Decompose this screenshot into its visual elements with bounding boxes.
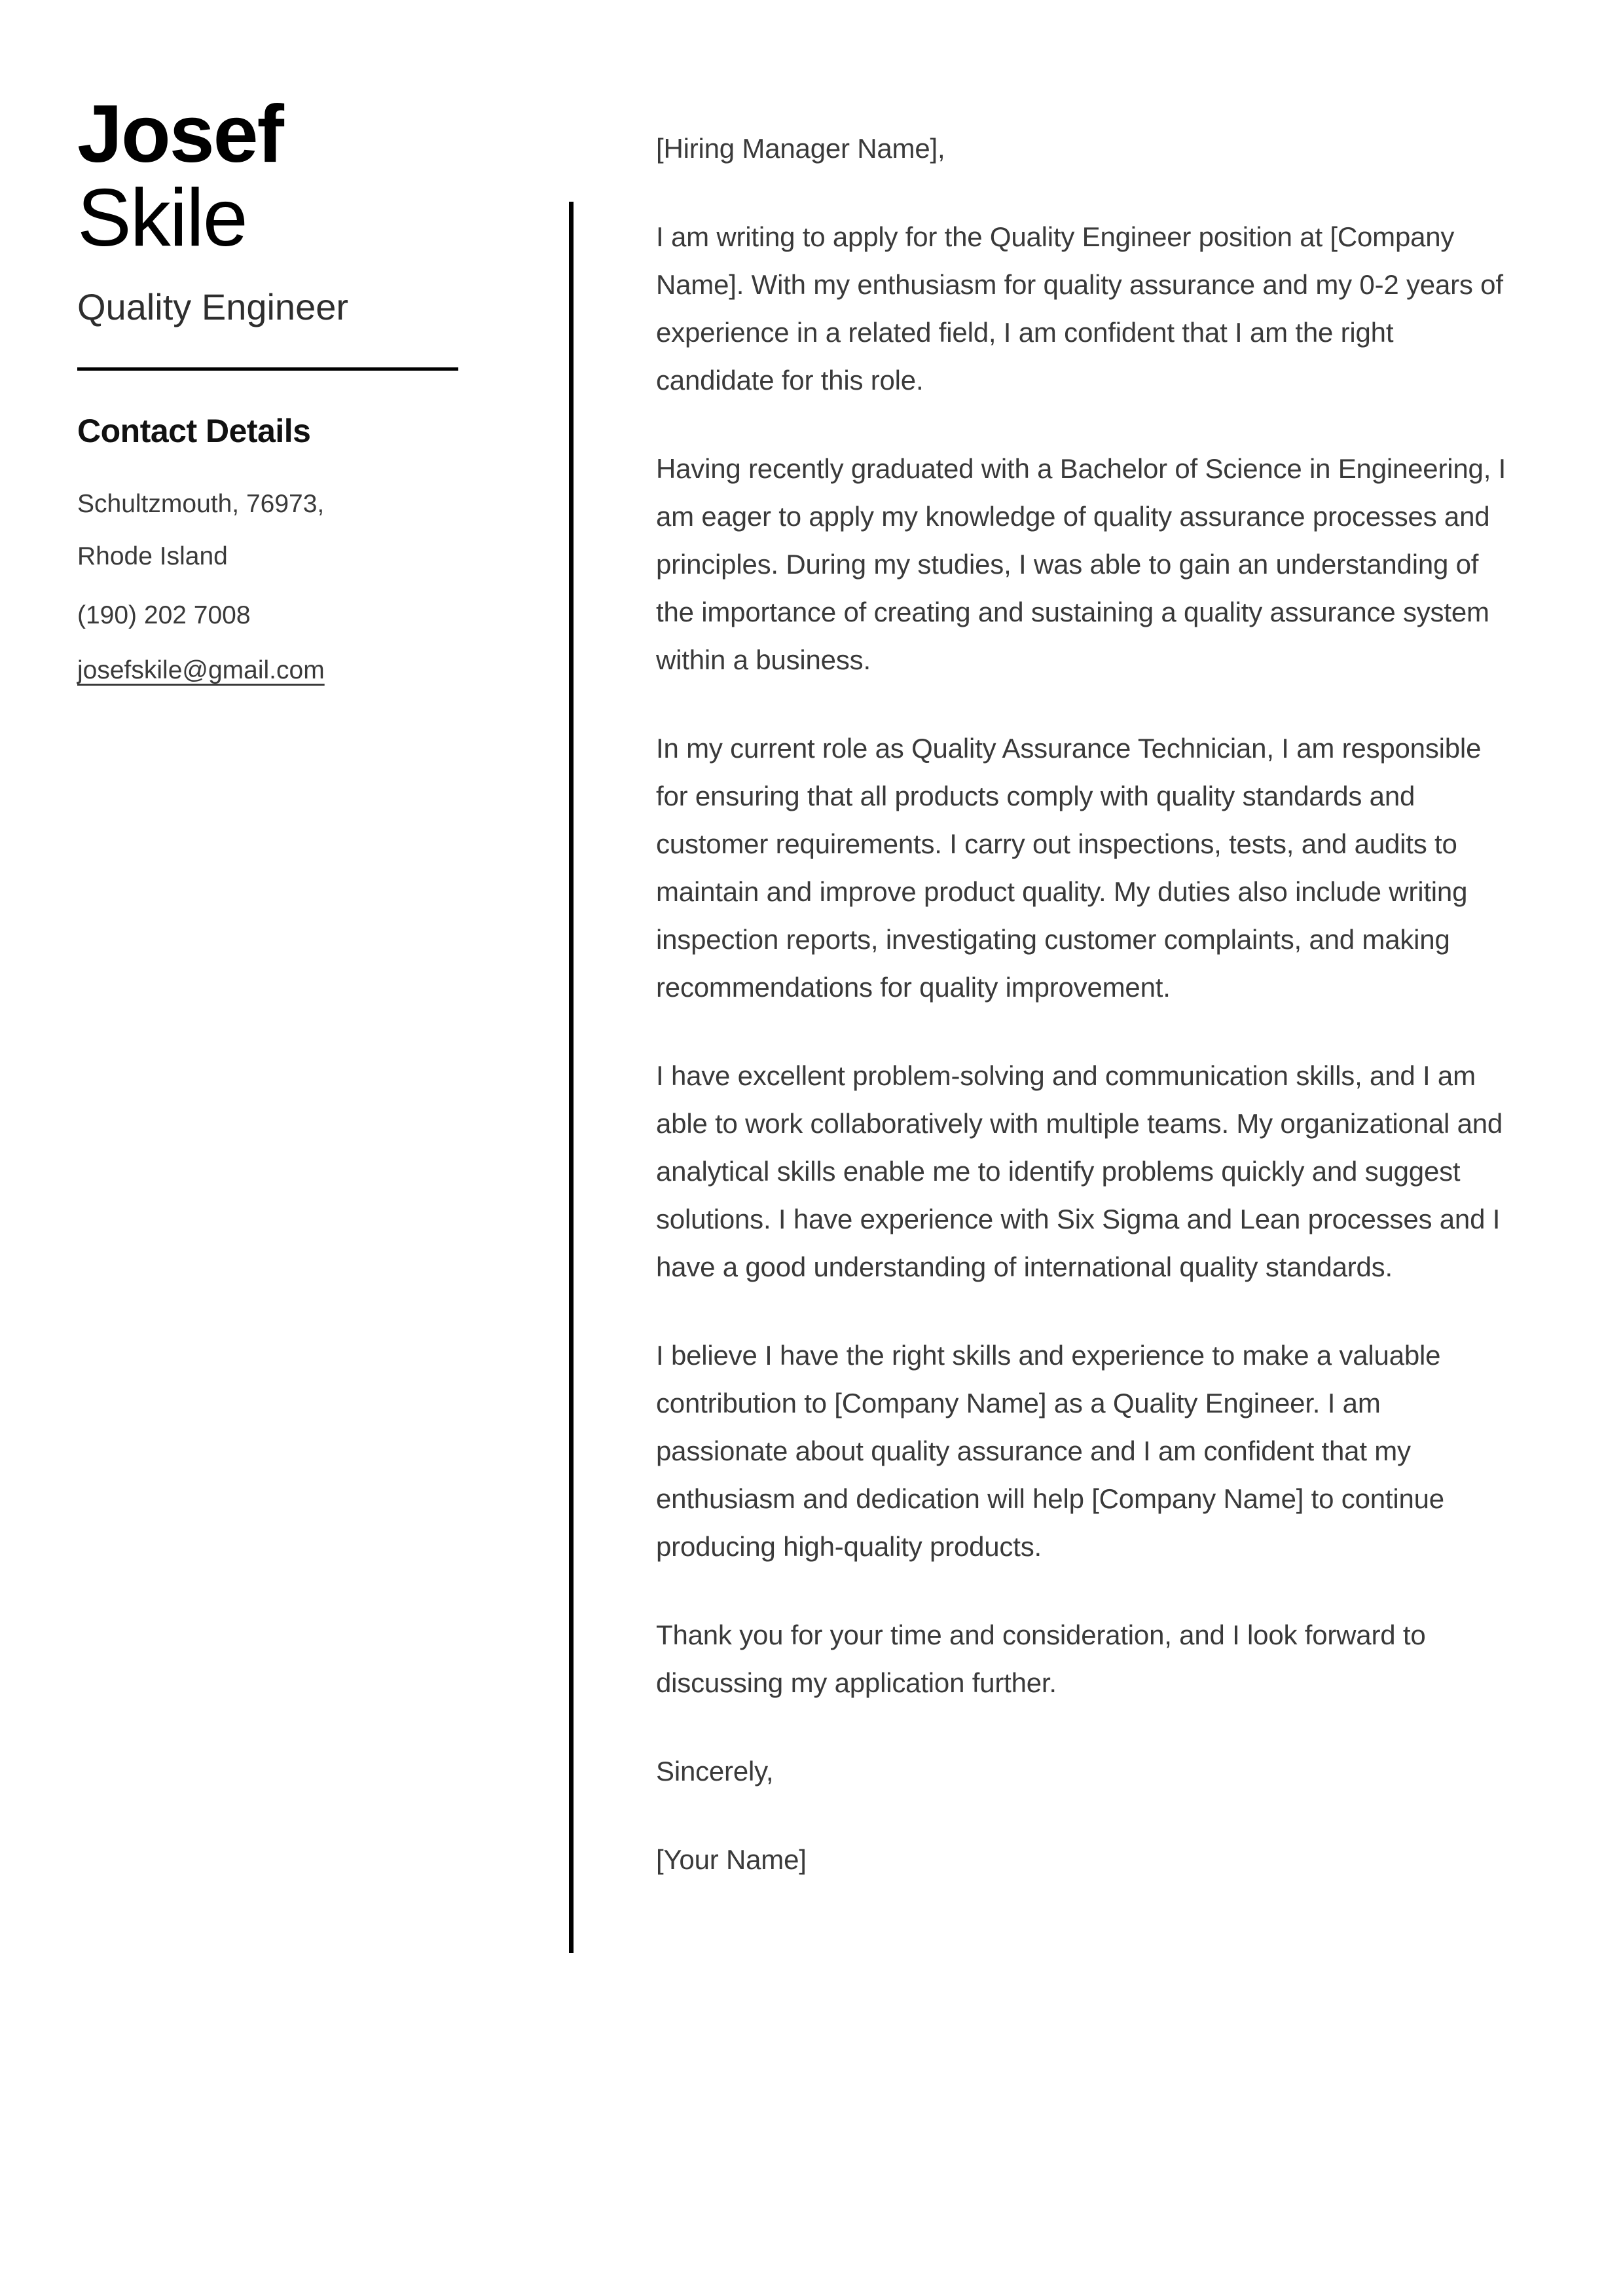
horizontal-divider	[77, 367, 458, 371]
candidate-last-name: Skile	[77, 172, 247, 263]
vertical-divider	[569, 202, 574, 1953]
letter-paragraph: I am writing to apply for the Quality Engineer position at [Company Name]. With my enthusiasm for quality assurance and my 0-2 years of experience in a related field, I am confident that I am the right candidate for this role.	[656, 221, 1503, 396]
letter-paragraph: Thank you for your time and consideration, and I look forward to discussing my application further.	[656, 1620, 1426, 1698]
email-link[interactable]: josefskile@gmail.com	[77, 656, 325, 684]
address-block	[77, 478, 522, 583]
letter-paragraph: Having recently graduated with a Bachelor of Science in Engineering, I am eager to apply my knowledge of quality assurance processes and principles. During my studies, I was able to gain an understanding of the importance of creating and sustaining a quality assurance system within a business.	[656, 453, 1506, 675]
sidebar	[77, 89, 522, 686]
job-title: Quality Engineer	[77, 286, 349, 328]
letter-body	[656, 124, 1517, 1883]
closing: Sincerely,	[656, 1756, 774, 1787]
contact-details-heading: Contact Details	[77, 412, 311, 449]
address-line-1: Schultzmouth, 76973,	[77, 489, 325, 518]
phone-number: (190) 202 7008	[77, 601, 251, 629]
candidate-first-name: Josef	[77, 89, 283, 179]
salutation: [Hiring Manager Name],	[656, 133, 945, 164]
letter-paragraph: I have excellent problem-solving and communication skills, and I am able to work collaboratively with multiple teams. My organizational and analytical skills enable me to identify problems quickly and suggest solutions. I have experience with Six Sigma and Lean processes and I have a good understanding of international quality standards.	[656, 1060, 1503, 1282]
letter-paragraph: In my current role as Quality Assurance Technician, I am responsible for ensuring that all products comply with quality standards and customer requirements. I carry out inspections, tests, and audits to maintain and improve product quality. My duties also include writing inspection reports, investigating customer complaints, and making recommendations for quality improvement.	[656, 733, 1482, 1003]
signature: [Your Name]	[656, 1844, 807, 1875]
candidate-name	[77, 89, 522, 263]
letter-paragraph: I believe I have the right skills and experience to make a valuable contribution to [Company Name] as a Quality Engineer. I am passionate about quality assurance and I am confident that my enthusiasm and dedication will help [Company Name] to continue producing high-quality products.	[656, 1340, 1444, 1562]
address-line-2: Rhode Island	[77, 542, 228, 570]
